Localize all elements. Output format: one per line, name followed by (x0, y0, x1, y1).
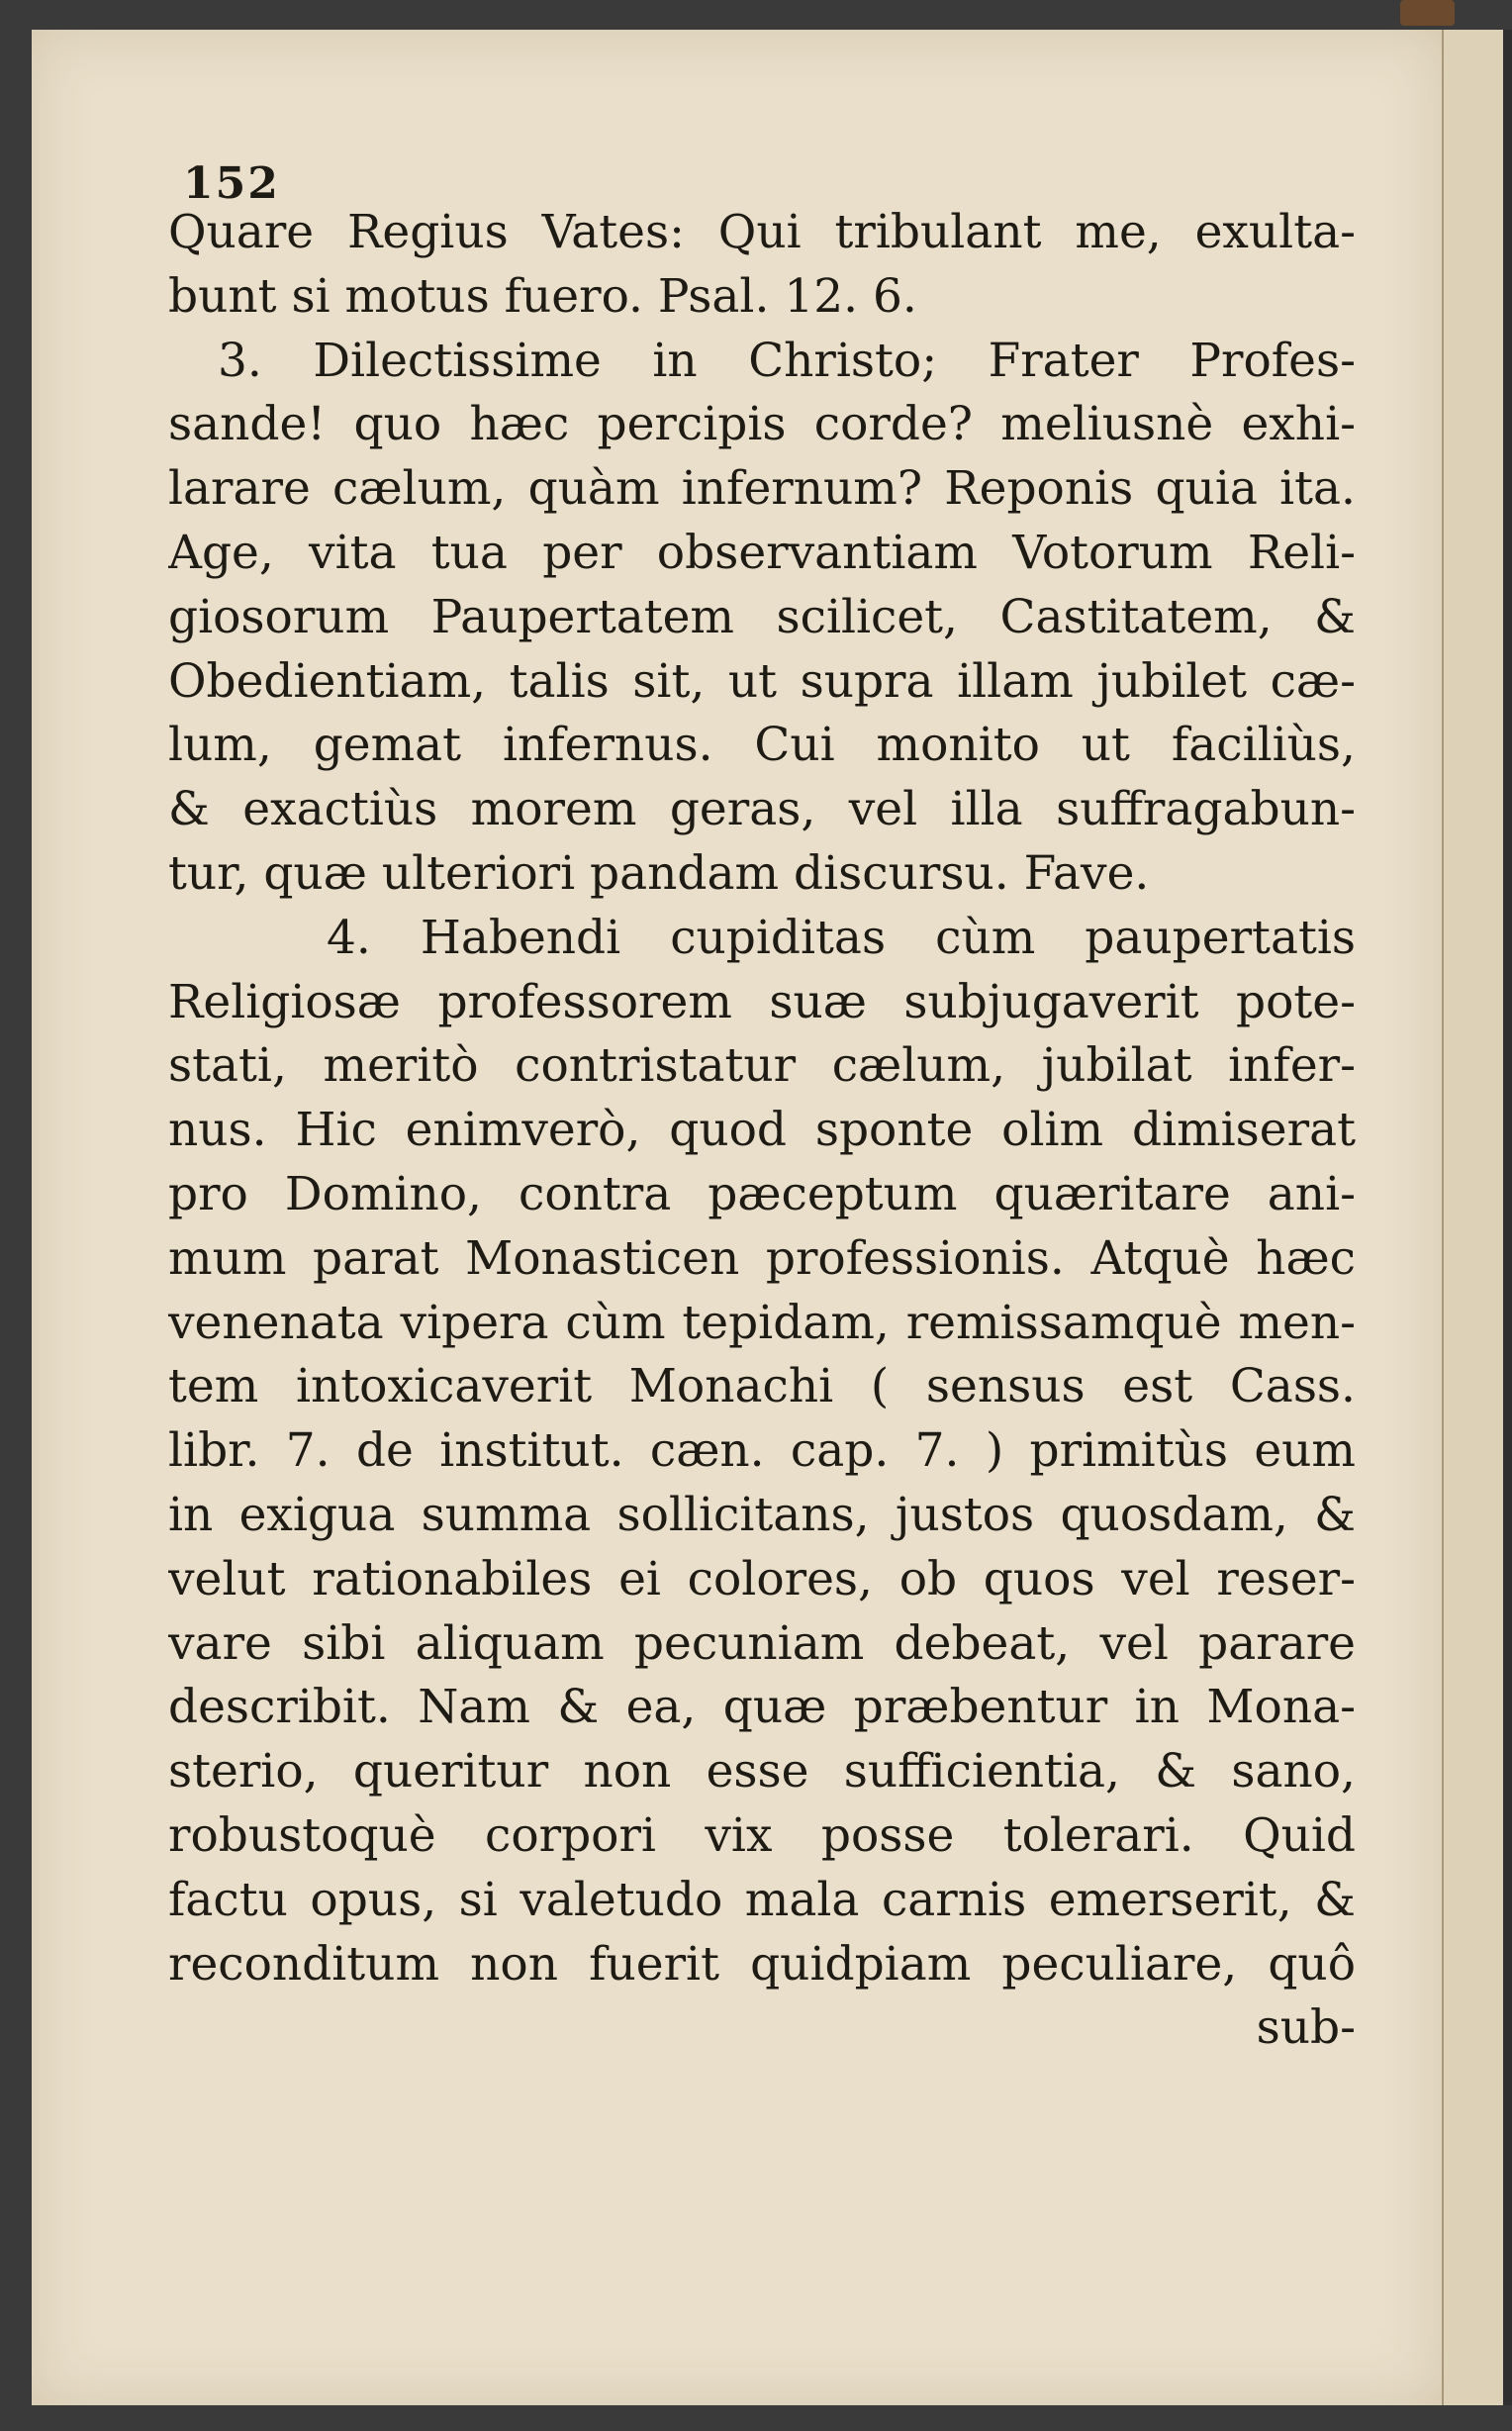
text-line: stati, meritò contristatur cælum, jubilat infer- (168, 1038, 1356, 1094)
text-line: libr. 7. de institut. cæn. cap. 7. ) primitùs eum (168, 1423, 1356, 1479)
text-line: giosorum Paupertatem scilicet, Castitatem, & (168, 589, 1356, 644)
text-line: Age, vita tua per observantiam Votorum Reli- (168, 525, 1356, 580)
body-text (168, 201, 1356, 2061)
text-line: factu opus, si valetudo mala carnis emerserit, & (168, 1872, 1356, 1927)
text-line: Obedientiam, talis sit, ut supra illam jubilet cæ- (168, 653, 1356, 709)
scan-border (1503, 30, 1512, 2405)
text-line: & exactiùs morem geras, vel illa suffragabun- (168, 782, 1356, 837)
text-line: describit. Nam & ea, quæ præbentur in Mona- (168, 1680, 1356, 1735)
text-line: robustoquè corpori vix posse tolerari. Quid (168, 1807, 1356, 1863)
text-line: in exigua summa sollicitans, justos quosdam, & (168, 1487, 1356, 1542)
text-line: lum, gemat infernus. Cui monito ut faciliùs, (168, 718, 1356, 773)
text-line: 3. Dilectissime in Christo; Frater Profes- (218, 333, 1356, 388)
text-line: Religiosæ professorem suæ subjugaverit pote- (168, 974, 1356, 1029)
text-line: sande! quo hæc percipis corde? meliusnè exhi- (168, 397, 1356, 452)
text-line: sterio, queritur non esse sufficientia, & sano, (168, 1744, 1356, 1799)
text-line: tur, quæ ulteriori pandam discursu. Fave. (168, 845, 1150, 901)
text-line: bunt si motus fuero. Psal. 12. 6. (168, 268, 917, 324)
text-line: 4. Habendi cupiditas cùm paupertatis (327, 910, 1356, 965)
text-line: vare sibi aliquam pecuniam debeat, vel parare (168, 1615, 1356, 1671)
text-line: nus. Hic enimverò, quod sponte olim dimiserat (168, 1103, 1356, 1158)
page-number: 152 (183, 158, 280, 209)
text-line: pro Domino, contra pæceptum quæritare ani- (168, 1166, 1356, 1221)
text-line: velut rationabiles ei colores, ob quos vel reser- (168, 1551, 1356, 1606)
catchword: sub- (1256, 2000, 1356, 2056)
text-line: Quare Regius Vates: Qui tribulant me, exulta- (168, 205, 1356, 259)
text-line: tem intoxicaverit Monachi ( sensus est Cass. (168, 1359, 1356, 1414)
text-line: mum parat Monasticen professionis. Atquè hæc (168, 1230, 1356, 1286)
adjacent-page-edge (1442, 30, 1505, 2405)
text-line: venenata vipera cùm tepidam, remissamquè men- (168, 1295, 1356, 1350)
text-line: larare cælum, quàm infernum? Reponis quia ita. (168, 461, 1356, 517)
page-marker-tab (1400, 0, 1455, 26)
text-line: reconditum non fuerit quidpiam peculiare, quô (168, 1936, 1356, 1992)
